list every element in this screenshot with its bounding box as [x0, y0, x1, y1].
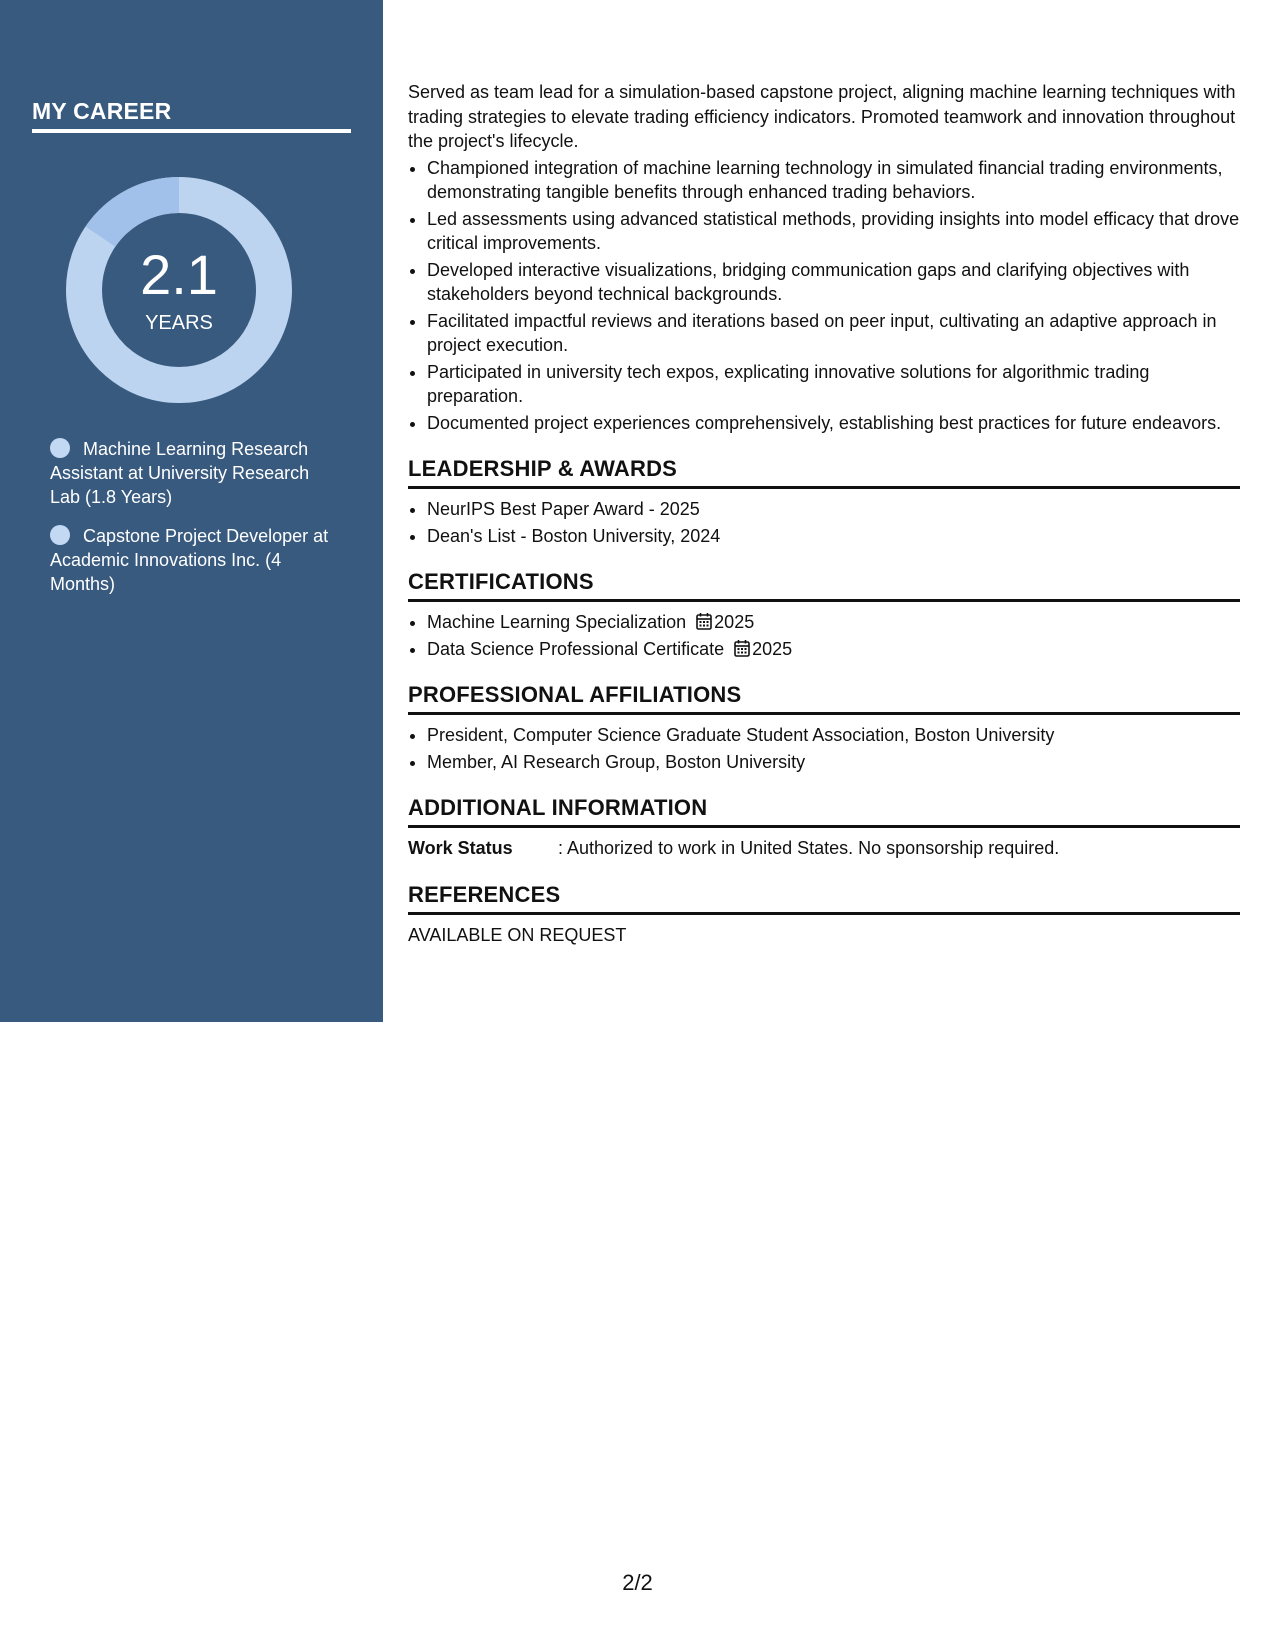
work-status-row: [408, 836, 1240, 861]
experience-bullets: [408, 156, 1240, 436]
section-title-certifications: CERTIFICATIONS: [408, 569, 594, 594]
section-title-leadership: LEADERSHIP & AWARDS: [408, 456, 678, 481]
career-donut-chart: [66, 177, 292, 403]
work-status-label: Work Status: [408, 838, 513, 858]
career-item-label: Machine Learning Research Assistant at University Research Lab (1.8 Years): [50, 439, 310, 507]
career-list: [50, 437, 340, 611]
section-rule: [408, 825, 1240, 828]
donut-segment-capstone: [100, 195, 179, 237]
total-years-unit: YEARS: [145, 312, 213, 334]
affiliations-list: [408, 723, 1240, 774]
sidebar-title-rule: [32, 129, 351, 133]
experience-bullet: • Developed interactive visualizations, bridging communication gaps and clarifying objectives with stakeholders beyond technical backgrounds.: [427, 258, 1240, 307]
calendar-icon: [696, 612, 712, 630]
certification-item: [427, 610, 1240, 635]
affiliations-section: [408, 681, 1240, 774]
sidebar-title: MY CAREER: [32, 98, 172, 124]
career-item: [50, 524, 340, 596]
section-title-affiliations: PROFESSIONAL AFFILIATIONS: [408, 682, 742, 707]
section-rule: [408, 486, 1240, 489]
experience-bullet: • Documented project experiences comprehensively, establishing best practices for future endeavors.: [427, 411, 1240, 436]
experience-bullet: • Participated in university tech expos, explicating innovative solutions for algorithmic trading preparation.: [427, 360, 1240, 409]
page-number: 2/2: [622, 1570, 653, 1595]
references-text: AVAILABLE ON REQUEST: [408, 924, 627, 945]
leadership-section: [408, 455, 1240, 548]
leadership-item: • Dean's List - Boston University, 2024: [427, 524, 1240, 549]
affiliation-item: • President, Computer Science Graduate Student Association, Boston University: [427, 723, 1240, 748]
career-item: [50, 437, 340, 509]
affiliation-item: • Member, AI Research Group, Boston University: [427, 750, 1240, 775]
work-status-value: : Authorized to work in United States. No sponsorship required.: [558, 838, 1060, 858]
section-rule: [408, 599, 1240, 602]
certifications-list: [408, 610, 1240, 661]
certification-item: [427, 637, 1240, 662]
certification-year: 2025: [714, 612, 755, 632]
career-item-label: Capstone Project Developer at Academic Innovations Inc. (4 Months): [50, 526, 329, 594]
leadership-list: [408, 497, 1240, 548]
total-years-value: 2.1: [140, 243, 218, 306]
career-dot-icon: [50, 438, 70, 458]
experience-intro: Served as team lead for a simulation-based capstone project, aligning machine learning techniques with trading strategies to elevate trading efficiency indicators. Promoted teamwork and innovation throughout the project's lifecycle.: [408, 82, 1236, 151]
certification-year: 2025: [752, 638, 793, 659]
additional-section: [408, 794, 1240, 861]
section-title-references: REFERENCES: [408, 881, 561, 907]
references-section: [408, 881, 1240, 948]
calendar-icon: [734, 639, 750, 657]
main-content: [408, 80, 1240, 947]
certifications-section: [408, 568, 1240, 661]
section-title-additional: ADDITIONAL INFORMATION: [408, 795, 708, 820]
experience-bullet: • Facilitated impactful reviews and iterations based on peer input, cultivating an adaptive approach in project execution.: [427, 309, 1240, 358]
sidebar: [0, 0, 383, 1022]
career-dot-icon: [50, 525, 70, 545]
certification-name: Machine Learning Specialization: [427, 612, 687, 632]
leadership-item: • NeurIPS Best Paper Award - 2025: [427, 497, 1240, 522]
experience-bullet: • Led assessments using advanced statistical methods, providing insights into model efficacy that drove critical improvements.: [427, 207, 1240, 256]
section-rule: [408, 912, 1240, 915]
section-rule: [408, 712, 1240, 715]
certification-name: Data Science Professional Certificate: [427, 638, 725, 659]
experience-bullet: • Championed integration of machine learning technology in simulated financial trading environments, demonstrating tangible benefits through enhanced trading behaviors.: [427, 156, 1240, 205]
